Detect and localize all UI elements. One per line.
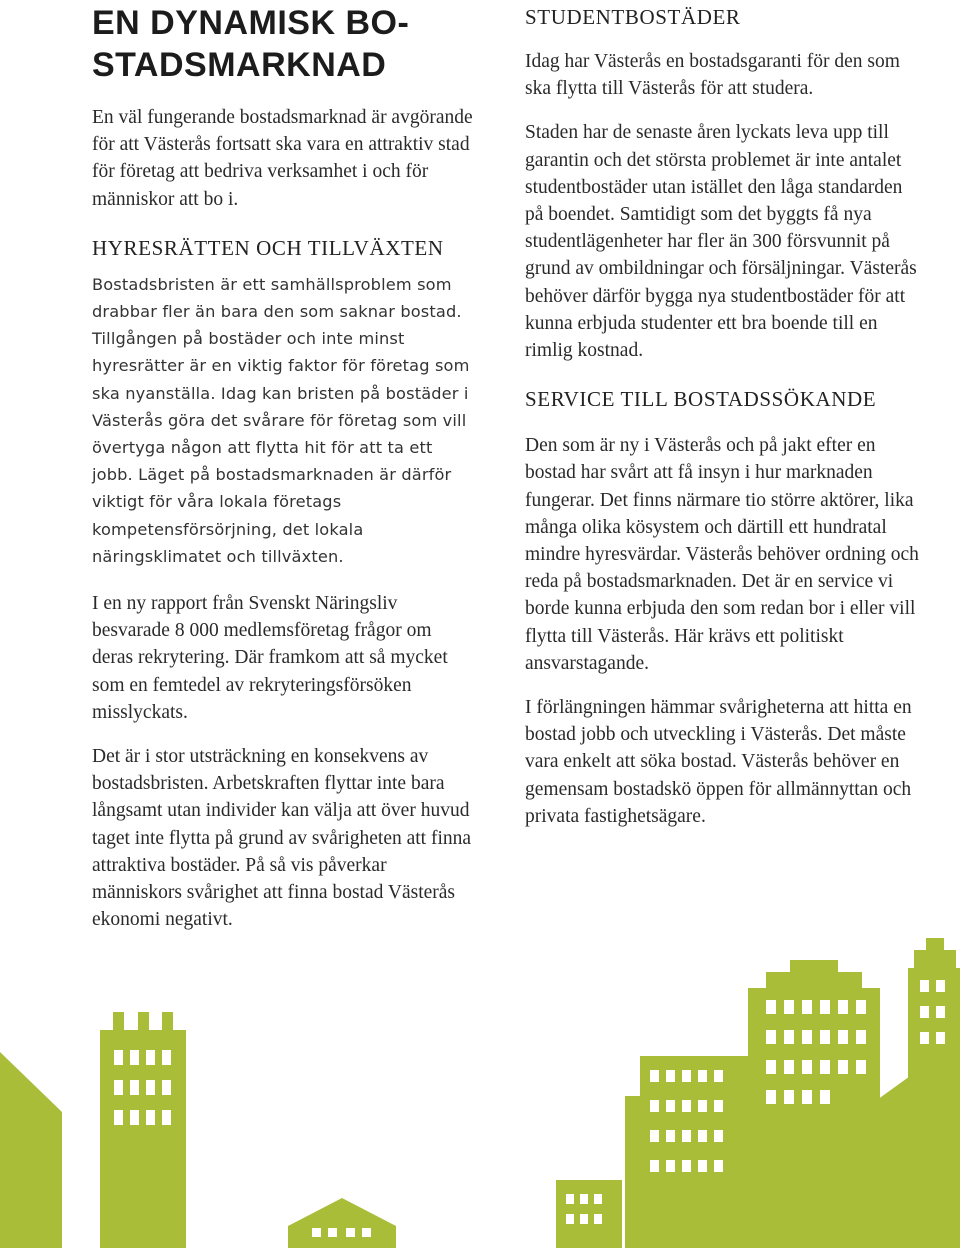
- page-title: EN DYNAMISK BO- STADSMARKNAD: [92, 4, 410, 84]
- building-tower: [100, 1012, 186, 1248]
- queue-paragraph: I förlängningen hämmar svårigheterna att hitta en bostad jobb och utveckling i Västerås. Det måste vara enkelt att söka bostad. Västerås behöver en gemensam bostadskö öppen för allmännyttan och privata fastighetsägare.: [525, 697, 912, 827]
- students-paragraph: Staden har de senaste åren lyckats leva upp till garantin och det största problemet är inte antalet studentbostäder utan istället den låga standarden på boendet. Samtidigt som det byggts få nya studentlägenheter har fler än 300 försvunnit på grund av ombildningar och försäljningar. Västerås behöver därför bygga nya studentbostäder för att kunna erbjuda studenter ett bra boende till en rimlig kostnad.: [525, 122, 917, 362]
- heading-service: SERVICE TILL BOSTADSSÖKANDE: [525, 387, 877, 412]
- intro-paragraph: En väl fungerande bostadsmarknad är avgörande för att Västerås fortsatt ska vara en attraktiv stad för företag att bedriva verksamhet i och för människor att bo i.: [92, 107, 473, 210]
- heading-hyresratten: HYRESRÄTTEN OCH TILLVÄXTEN: [92, 235, 444, 260]
- heading-studentbostader: STUDENTBOSTÄDER: [525, 5, 741, 29]
- building-low-left: [556, 1180, 622, 1248]
- building-left-slanted: [0, 1052, 62, 1248]
- building-house: [288, 1198, 396, 1248]
- right-column: [525, 0, 925, 830]
- guarantee-paragraph: Idag har Västerås en bostadsgaranti för den som ska flytta till Västerås för att studera.: [525, 51, 900, 100]
- growth-paragraph: Bostadsbristen är ett samhällsproblem som drabbar fler än bara den som saknar bostad. Tillgången på bostäder och inte minst hyresrätter är en viktig faktor för företag som ska nyanställa. Idag kan bristen på bostäder i Västerås göra det svårare för företag som vill övertyga någon att flytta hit för att ta ett jobb. Läget på bostadsmarknaden är därför viktigt för våra lokala företags kompetensförsörjning, det lokala näringsklimatet och tillväxten.: [92, 274, 470, 566]
- buildings: [0, 938, 960, 1248]
- left-column: [92, 0, 477, 933]
- consequence-paragraph: Det är i stor utsträckning en konsekvens av bostadsbristen. Arbetskraften flyttar inte bara långsamt utan individer kan välja att över huvud taget inte flytta på grund av svårigheten att finna attraktiva bostäder. På så vis påverkar människors svårighet att finna bostad Västerås ekonomi negativt.: [92, 746, 472, 931]
- report-paragraph: I en ny rapport från Svenskt Näringsliv besvarade 8 000 medlemsföretag frågor om deras rekrytering. Där framkom att så mycket som en femtedel av rekryteringsförsöken misslyckats.: [92, 593, 448, 723]
- building-right-tower: [908, 938, 960, 1248]
- service-paragraph: Den som är ny i Västerås och på jakt efter en bostad har svårt att få insyn i hur marknaden fungerar. Det finns närmare tio större aktörer, lika många olika kösystem och därtill ett hundratal mindre hyresvärdar. Västerås behöver ordning och reda på bostadsmarknaden. Det är en service vi borde kunna erbjuda den som redan bor i eller vill flytta till Västerås. Här krävs ett politiskt ansvarstagande.: [525, 435, 919, 674]
